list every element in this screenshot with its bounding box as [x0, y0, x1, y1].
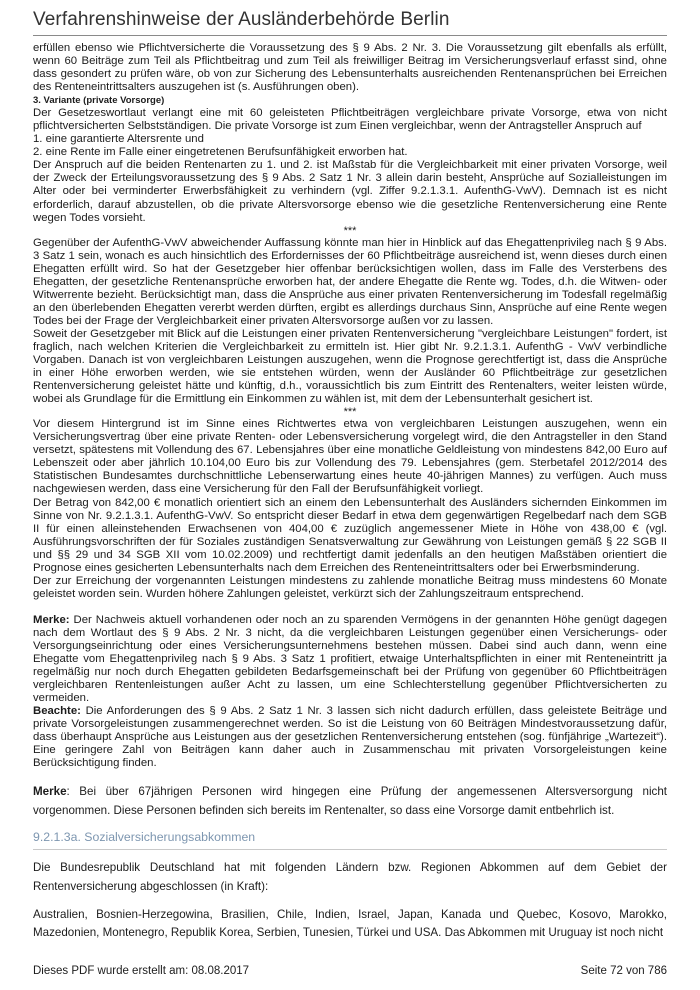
paragraph: Der Gesetzeswortlaut verlangt eine mit 60 geleisteten Pflichtbeiträgen vergleichbare private Vorsorge, etwa von nicht pflichtversicherten Selbstständigen. Die private Vorsorge ist zum Einen vergleichbar, wenn der Antragsteller Anspruch auf [33, 107, 667, 133]
merke-text: Der Nachweis aktuell vorhandenen oder noch an zu sparenden Vermögens in der genannten Höhe genügt dagegen nach dem Wortlaut des § 9 Abs. 2 Nr. 3 nicht, da die vergleichbaren Leistungen gegenüber einen Versicherungs- oder Versorgungseinrichtung oder eines Versicherungsunternehmens bestehen müssen. Dabei sind auch dann, wenn eine Ehegatte vom Ehegattenprivileg nach § 9 Abs. 3 Satz 1 profitiert, etwaige Unterhaltspflichten in einer mit Renteneintritt ja regelmäßig nur noch durch Ehegatten gebildeten Bedarfsgemeinschaft bei der Prüfung von gegenüber 60 Pflichtbeiträgen vergleichbaren Rentenleistungen außer Acht zu lassen, um eine Schlechterstellung gegenüber Pflichtversicherten zu vermeiden. [33, 613, 667, 705]
spacer [33, 601, 667, 614]
merke-note [33, 783, 667, 821]
beachte-label: Beachte: [33, 705, 81, 718]
paragraph: Australien, Bosnien-Herzegowina, Brasilien, Chile, Indien, Israel, Japan, Kanada und Quebec, Kosovo, Marokko, Mazedonien, Montenegro, Republik Korea, Serbien, Tunesien, Türkei und USA. Das Abkommen mit Uruguay ist noch nicht [33, 907, 667, 940]
section-title: 9.2.1.3a. Sozialversicherungsabkommen [33, 829, 667, 850]
paragraph: Der zur Erreichung der vorgenannten Leistungen mindestens zu zahlende monatliche Beitrag muss mindestens 60 Monate geleistet worden sein. Wurden höhere Zahlungen geleistet, verkürzt sich der Zahlungszeitraum entsprechend. [33, 574, 667, 600]
spacer [33, 897, 667, 906]
beachte-text: Die Anforderungen des § 9 Abs. 2 Satz 1 Nr. 3 lassen sich nicht dadurch erfüllen, dass geleistete Beiträge und private Vorsorgeleistungen zusammengerechnet werden. So ist die Leistung von 60 Beiträgen Mindestvoraussetzung dafür, dass überhaupt Ansprüche aus Leistungen aus der gesetzlichen Rentenversicherung entstehen (sog. fünfjährige „Wartezeit“). Eine geringere Zahl von Beiträgen kann daher auch in Zusammenschau mit privaten Vorsorgeleistungen keine Berücksichtigung finden. [33, 705, 667, 770]
merke-text: : Bei über 67jährigen Personen wird hingegen eine Prüfung der angemessenen Altersversorgung nicht vorgenommen. Diese Personen befinden sich bereits im Rentenalter, so dass eine Vorsorge damit entbehrlich ist. [33, 785, 667, 818]
separator-stars: *** [343, 224, 357, 237]
paragraph: Die Bundesrepublik Deutschland hat mit folgenden Ländern bzw. Regionen Abkommen auf dem Gebiet der Rentenversicherung abgeschlossen (in Kraft): [33, 861, 667, 893]
document-body [33, 42, 667, 943]
separator-stars: *** [343, 406, 357, 419]
spacer [33, 850, 667, 859]
page-number: Seite 72 von 786 [580, 965, 667, 977]
document-title: Verfahrenshinweise der Ausländerbehörde Berlin [33, 9, 450, 30]
spacer [33, 821, 667, 829]
merke-label: Merke [33, 785, 67, 799]
variant-heading: 3. Variante (private Vorsorge) [33, 95, 165, 107]
merke-note [33, 614, 667, 705]
paragraph: Soweit der Gesetzgeber mit Blick auf die Leistungen einer privaten Rentenversicherung "vergleichbare Leistungen" fordert, ist fraglich, nach welchen Kriterien die Vergleichbarkeit zu ermitteln ist. Hier gibt Nr. 9.2.1.3.1. AufenthG - VwV verbindliche Vorgaben. Danach ist von vergleichbaren Leistungen auszugehen, wenn die Prognose gerechtfertigt ist, dass die Ansprüche in einer Höhe erworben werden, wie sie entstehen würden, wenn der Ausländer 60 Pflichtbeiträge zur gesetzlichen Rentenversicherung geleistet hätte und künftig, d.h., voraussichtlich bis zum Eintritt des Rentenalters, weiter leisten würde, wobei als Grundlage für die Ermittlung ein Einkommen zu wählen ist, mit dem der Lebensunterhalt gesichert ist. [33, 327, 667, 406]
creation-date: Dieses PDF wurde erstellt am: 08.08.2017 [33, 965, 250, 977]
list-item: 2. eine Rente im Falle einer eingetretenen Berufsunfähigkeit erworben hat. [33, 146, 408, 159]
spacer [33, 770, 667, 783]
list-item: 1. eine garantierte Altersrente und [33, 133, 204, 146]
beachte-note [33, 705, 667, 770]
page-header [33, 9, 667, 36]
paragraph: erfüllen ebenso wie Pflichtversicherte die Voraussetzung des § 9 Abs. 2 Nr. 3. Die Voraussetzung gilt ebenfalls als erfüllt, wenn 60 Beiträge zum Teil als Pflichtbeitrag und zum Teil als freiwilliger Beitrag im Versicherungsverlauf erfasst sind, ohne dass gesondert zu prüfen wäre, ob von zur Sicherung des Lebensunterhalts ausreichenden Rentenansprüchen bei Erreichen des Renteneintrittsalters auszugehen ist (s. Ausführungen oben). [33, 42, 667, 94]
paragraph: Der Betrag von 842,00 € monatlich orientiert sich an einem den Lebensunterhalt des Ausländers sichernden Einkommen im Sinne von Nr. 9.2.1.3.1. AufenthG-VwV. So entspricht dieser Bedarf in etwa dem gegenwärtigen Regelbedarf nach dem SGB II für einen alleinstehenden Erwachsenen von 404,00 € zuzüglich angemessener Miete in Höhe von 438,00 € (vgl. Ausführungsvorschriften der für Soziales zuständigen Senatsverwaltung zur Gewährung von Leistungen gemäß § 22 SGB II und §§ 29 und 34 SGB XII vom 10.02.2009) und rechtfertigt damit jedenfalls an den heutigen Maßstäben orientiert die Prognose eines gesicherten Lebensunterhalts nach dem Erreichen des Renteneintrittsalters oder bei Erwerbsminderung. [33, 496, 667, 574]
merke-label: Merke: [33, 613, 70, 626]
paragraph: Gegenüber der AufenthG-VwV abweichender Auffassung könnte man hier in Hinblick auf das Ehegattenprivileg nach § 9 Abs. 3 Satz 1 sein, wonach es auch hinsichtlich des Erfordernisses der 60 Pflichtbeiträge ausreichend ist, wenn dieses durch einen Ehegatten erfüllt wird. So hat der Gesetzgeber hier offenbar berücksichtigen wollen, dass im Falle des Versterbens des Ehegatten, der gesetzliche Rentenansprüche erworben hat, der andere Ehegatte die Rente wg. Todes, d.h. die Witwen- oder Witwerrente bezieht. Berücksichtigt man, dass die Ansprüche aus einer privaten Rentenversicherung im Todesfall regelmäßig an den überlebenden Ehegatten vererbt werden dürften, ergibt es allerdings durchaus Sinn, Ansprüche auf eine Rente wegen Todes bei der Frage der Vergleichbarkeit einer privaten Altersvorsorge außen vor zu lassen. [33, 236, 667, 327]
paragraph: Vor diesem Hintergrund ist im Sinne eines Richtwertes etwa von vergleichbaren Leistungen auszugehen, wenn ein Versicherungsvertrag über eine private Renten- oder Lebensversicherung vorgelegt wird, die den Antragsteller in den Stand versetzt, spätestens mit Vollendung des 67. Lebensjahres über eine monatliche Geldleistung von mindestens 842,00 Euro auf Lebenszeit oder aber jährlich 10.104,00 Euro bis zur Vollendung des 79. Lebensjahres (gem. Sterbetafel 2012/2014 des Statistischen Bundesamtes durchschnittliche Lebenserwartung eines heute 40-jährigen Mannes) zu verfügen. Auch muss nachgewiesen werden, dass eine Versicherung für den Fall der Berufsunfähigkeit vorliegt. [33, 418, 667, 496]
paragraph: Der Anspruch auf die beiden Rentenarten zu 1. und 2. ist Maßstab für die Vergleichbarkeit mit einer privaten Vorsorge, weil der Zweck der Erteilungsvoraussetzung des § 9 Abs. 2 Satz 1 Nr. 3 allein darin besteht, Ansprüche auf Sozialleistungen im Alter oder bei verminderter Erwerbsfähigkeit zu verhindern (vgl. Ziffer 9.2.1.3.1. AufenthG-VwV). Demnach ist es nicht erforderlich, darauf abzustellen, ob die private Altersvorsorge ebenso wie die gesetzliche Rentenversicherung eine Rente wegen Todes vorsieht. [33, 159, 667, 224]
